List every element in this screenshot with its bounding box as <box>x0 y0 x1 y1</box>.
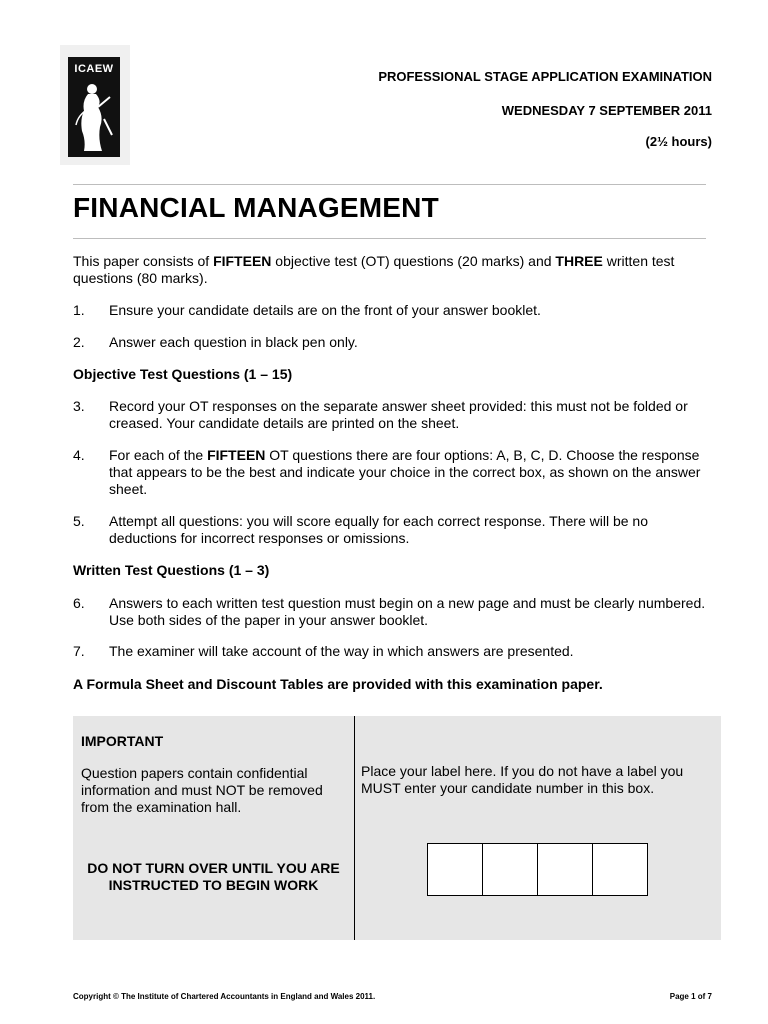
item-text-part: For each of the <box>109 447 208 463</box>
box-divider <box>354 716 355 940</box>
do-not-turn-over-warning: DO NOT TURN OVER UNTIL YOU ARE INSTRUCTED TO BEGIN WORK <box>87 860 340 893</box>
page-number: Page 1 of 7 <box>669 992 712 1001</box>
item-number: 4. <box>73 447 85 463</box>
section-heading-ot: Objective Test Questions (1 – 15) <box>73 366 293 382</box>
label-instructions: Place your label here. If you do not have a label you MUST enter your candidate number in this box. <box>361 763 684 796</box>
item-number: 6. <box>73 595 85 611</box>
candidate-number-boxes <box>428 843 648 896</box>
intro-bold: THREE <box>555 253 603 269</box>
item-number: 3. <box>73 398 85 414</box>
logo-panel <box>68 57 120 157</box>
icaew-crest-figure-icon <box>68 79 120 155</box>
item-number: 2. <box>73 334 85 350</box>
item-text: Answer each question in black pen only. <box>109 334 358 350</box>
item-number: 1. <box>73 302 85 318</box>
exam-duration: (2½ hours) <box>645 134 712 149</box>
candidate-number-box[interactable] <box>537 843 593 896</box>
item-text-bold: FIFTEEN <box>207 447 266 463</box>
section-heading-written: Written Test Questions (1 – 3) <box>73 562 270 578</box>
formula-sheet-note: A Formula Sheet and Discount Tables are provided with this examination paper. <box>73 676 603 692</box>
intro-bold: FIFTEEN <box>213 253 272 269</box>
copyright-text: Copyright © The Institute of Chartered Accountants in England and Wales 2011. <box>73 992 376 1001</box>
item-text: The examiner will take account of the way in which answers are presented. <box>109 643 574 659</box>
item-number: 5. <box>73 513 85 529</box>
divider <box>73 184 706 185</box>
icaew-logo <box>60 45 130 165</box>
exam-stage: PROFESSIONAL STAGE APPLICATION EXAMINATION <box>378 69 712 84</box>
important-box <box>73 716 721 940</box>
item-number: 7. <box>73 643 85 659</box>
item-text-part: OT questions there are four options: A, B, C, D. Choose the response that appears to be the best and indicate your choice in the correct box, as shown on the answer sheet. <box>109 447 701 497</box>
item-text: Record your OT responses on the separate answer sheet provided: this must not be folded or creased. Your candidate details are printed on the sheet. <box>109 398 688 431</box>
confidential-notice: Question papers contain confidential information and must NOT be removed from the examination hall. <box>81 765 323 815</box>
item-text: Attempt all questions: you will score equally for each correct response. There will be no deductions for incorrect responses or omissions. <box>109 513 649 546</box>
candidate-number-box[interactable] <box>482 843 538 896</box>
intro-text: This paper consists of <box>73 253 214 269</box>
exam-date: WEDNESDAY 7 SEPTEMBER 2011 <box>501 103 712 118</box>
item-text: Ensure your candidate details are on the front of your answer booklet. <box>109 302 541 318</box>
divider <box>73 238 706 239</box>
logo-text: ICAEW <box>74 63 114 75</box>
intro-text: objective test (OT) questions (20 marks) and <box>271 253 556 269</box>
intro-text: written test questions (80 marks). <box>73 253 675 286</box>
candidate-number-box[interactable] <box>592 843 648 896</box>
item-text: Answers to each written test question must begin on a new page and must be clearly numbered. Use both sides of the paper in your answer booklet. <box>109 595 706 628</box>
candidate-number-box[interactable] <box>427 843 483 896</box>
important-heading: IMPORTANT <box>81 733 164 749</box>
item-text <box>109 447 713 498</box>
page-title: FINANCIAL MANAGEMENT <box>73 192 439 223</box>
intro-paragraph <box>73 253 713 287</box>
